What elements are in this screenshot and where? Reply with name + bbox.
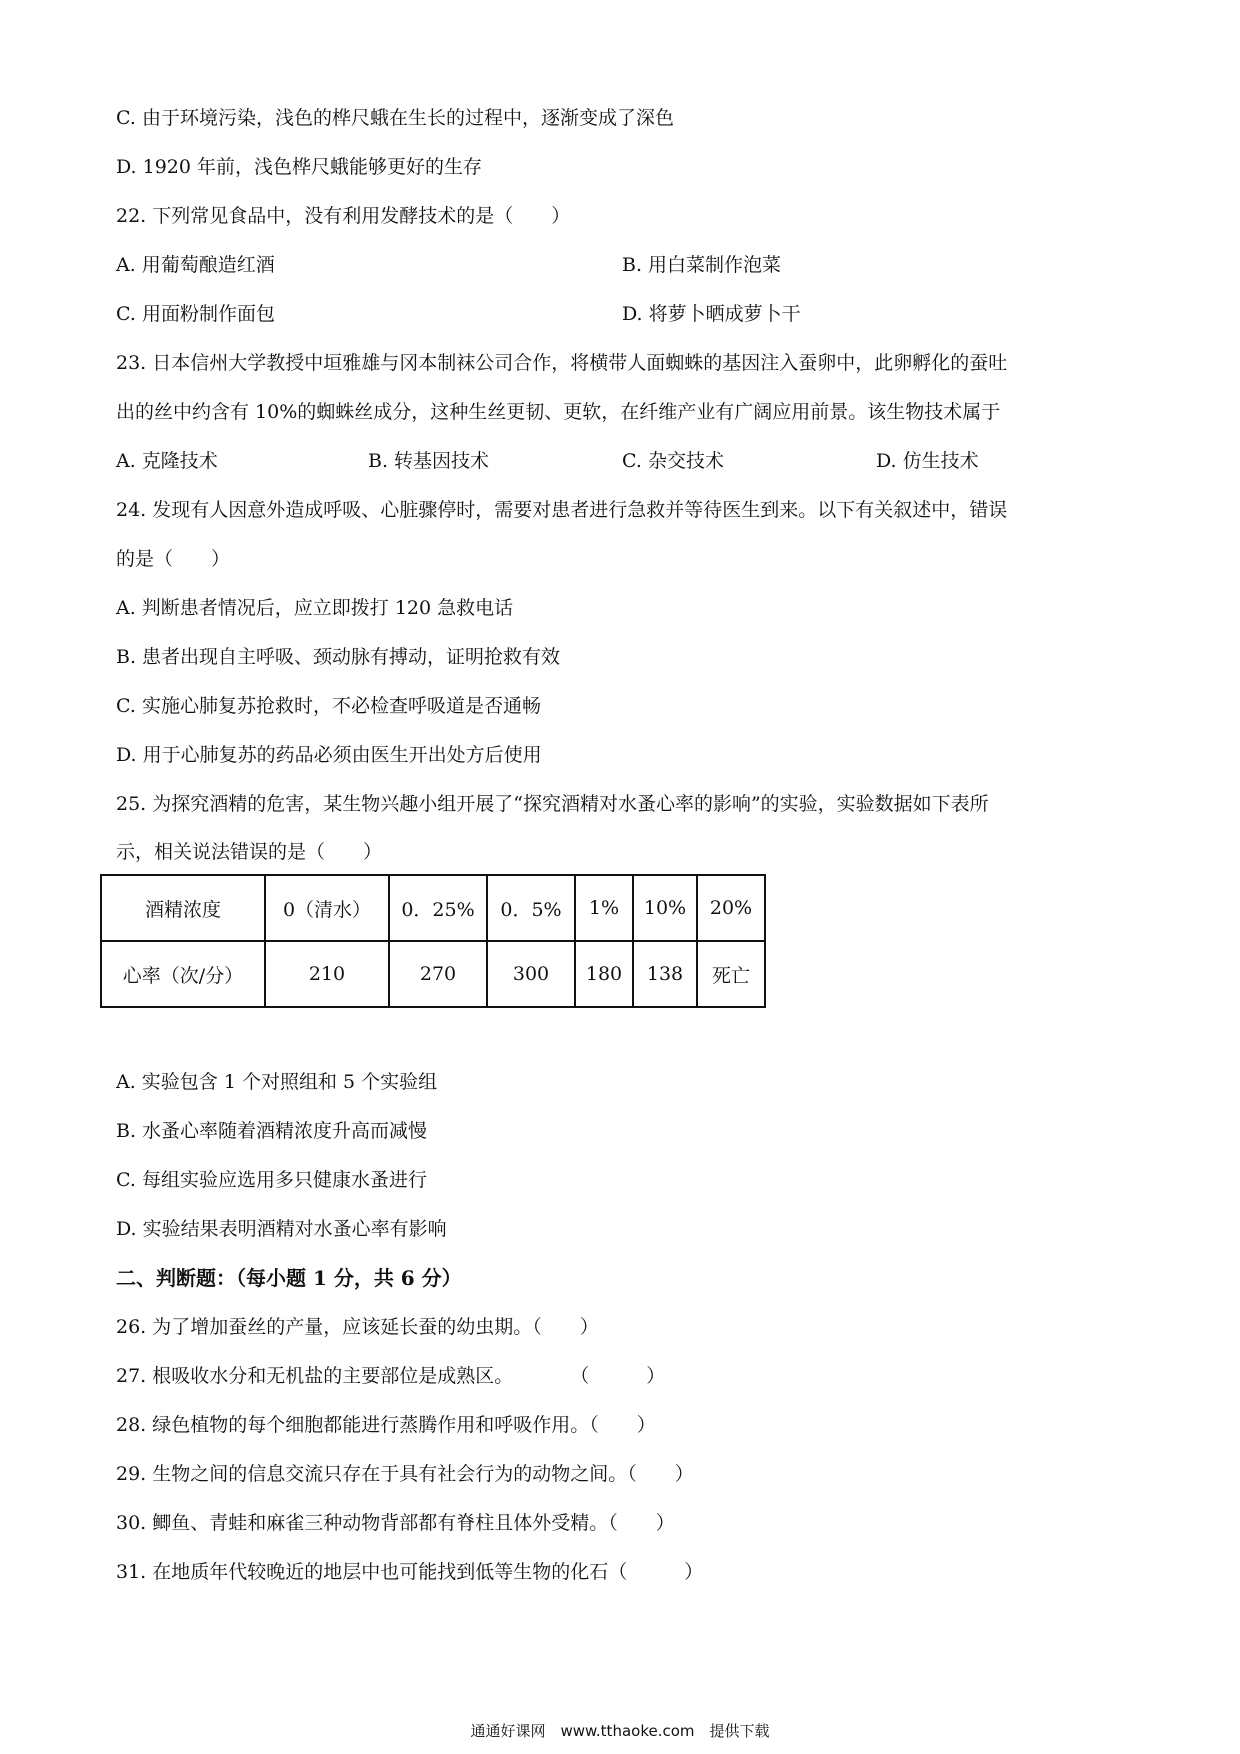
table-cell: 270	[389, 941, 487, 1007]
q23-stem-line2: 出的丝中约含有 10%的蜘蛛丝成分，这种生丝更韧、更软，在纤维产业有广阔应用前景。该生物技术属于	[116, 401, 1001, 423]
q21-option-c: C. 由于环境污染，浅色的桦尺蛾在生长的过程中，逐渐变成了深色	[116, 107, 674, 129]
table-cell: 0（清水）	[265, 875, 389, 941]
alcohol-heart-rate-table	[100, 874, 766, 1008]
q23-option-c: C. 杂交技术	[622, 450, 724, 472]
q26: 26. 为了增加蚕丝的产量，应该延长蚕的幼虫期。（ ）	[116, 1316, 599, 1338]
q25-option-a: A. 实验包含 1 个对照组和 5 个实验组	[116, 1071, 438, 1093]
table-cell: 1%	[575, 875, 633, 941]
table-cell: 10%	[633, 875, 697, 941]
section-heading-true-false: 二、判断题：（每小题 1 分，共 6 分）	[116, 1266, 462, 1290]
q23-stem-line1: 23. 日本信州大学教授中垣雅雄与冈本制袜公司合作，将横带人面蜘蛛的基因注入蚕卵中，此卵孵化的蚕吐	[116, 352, 1008, 374]
table-cell: 死亡	[697, 941, 765, 1007]
q24-option-d: D. 用于心肺复苏的药品必须由医生开出处方后使用	[116, 744, 542, 766]
table-cell: 180	[575, 941, 633, 1007]
table-row-concentration	[101, 875, 765, 941]
q24-stem-line1: 24. 发现有人因意外造成呼吸、心脏骤停时，需要对患者进行急救并等待医生到来。以下有关叙述中，错误	[116, 499, 1008, 521]
q22-stem: 22. 下列常见食品中，没有利用发酵技术的是（ ）	[116, 205, 571, 227]
q25-option-c: C. 每组实验应选用多只健康水蚤进行	[116, 1169, 427, 1191]
table-cell: 138	[633, 941, 697, 1007]
q29: 29. 生物之间的信息交流只存在于具有社会行为的动物之间。（ ）	[116, 1463, 694, 1485]
q22-option-c: C. 用面粉制作面包	[116, 303, 275, 325]
q31: 31. 在地质年代较晚近的地层中也可能找到低等生物的化石（ ）	[116, 1561, 704, 1583]
page-footer: 通通好课网 www.tthaoke.com 提供下载	[470, 1722, 770, 1740]
q24-option-c: C. 实施心肺复苏抢救时，不必检查呼吸道是否通畅	[116, 695, 541, 717]
table-cell: 210	[265, 941, 389, 1007]
q22-option-a: A. 用葡萄酿造红酒	[116, 254, 275, 276]
table-row-heart-rate	[101, 941, 765, 1007]
q22-option-d: D. 将萝卜晒成萝卜干	[622, 303, 801, 325]
q24-option-a: A. 判断患者情况后，应立即拨打 120 急救电话	[116, 597, 514, 619]
table-cell: 20%	[697, 875, 765, 941]
q25-stem-line2: 示，相关说法错误的是（ ）	[116, 841, 383, 863]
table-cell: 心率（次/分）	[101, 941, 265, 1007]
table-cell: 0．5%	[487, 875, 575, 941]
q28: 28. 绿色植物的每个细胞都能进行蒸腾作用和呼吸作用。（ ）	[116, 1414, 656, 1436]
q21-option-d: D. 1920 年前，浅色桦尺蛾能够更好的生存	[116, 156, 483, 178]
q27: 27. 根吸收水分和无机盐的主要部位是成熟区。 （ ）	[116, 1365, 666, 1387]
q23-option-d: D. 仿生技术	[876, 450, 979, 472]
q30: 30. 鲫鱼、青蛙和麻雀三种动物背部都有脊柱且体外受精。（ ）	[116, 1512, 675, 1534]
q24-option-b: B. 患者出现自主呼吸、颈动脉有搏动，证明抢救有效	[116, 646, 561, 668]
q22-option-b: B. 用白菜制作泡菜	[622, 254, 782, 276]
q25-stem-line1: 25. 为探究酒精的危害，某生物兴趣小组开展了“探究酒精对水蚤心率的影响”的实验，实验数据如下表所	[116, 793, 989, 815]
q25-option-b: B. 水蚤心率随着酒精浓度升高而减慢	[116, 1120, 428, 1142]
table-cell: 300	[487, 941, 575, 1007]
table-cell: 酒精浓度	[101, 875, 265, 941]
q25-option-d: D. 实验结果表明酒精对水蚤心率有影响	[116, 1218, 447, 1240]
table-cell: 0．25%	[389, 875, 487, 941]
q23-option-b: B. 转基因技术	[368, 450, 490, 472]
q23-option-a: A. 克隆技术	[116, 450, 218, 472]
q24-stem-line2: 的是（ ）	[116, 548, 231, 570]
